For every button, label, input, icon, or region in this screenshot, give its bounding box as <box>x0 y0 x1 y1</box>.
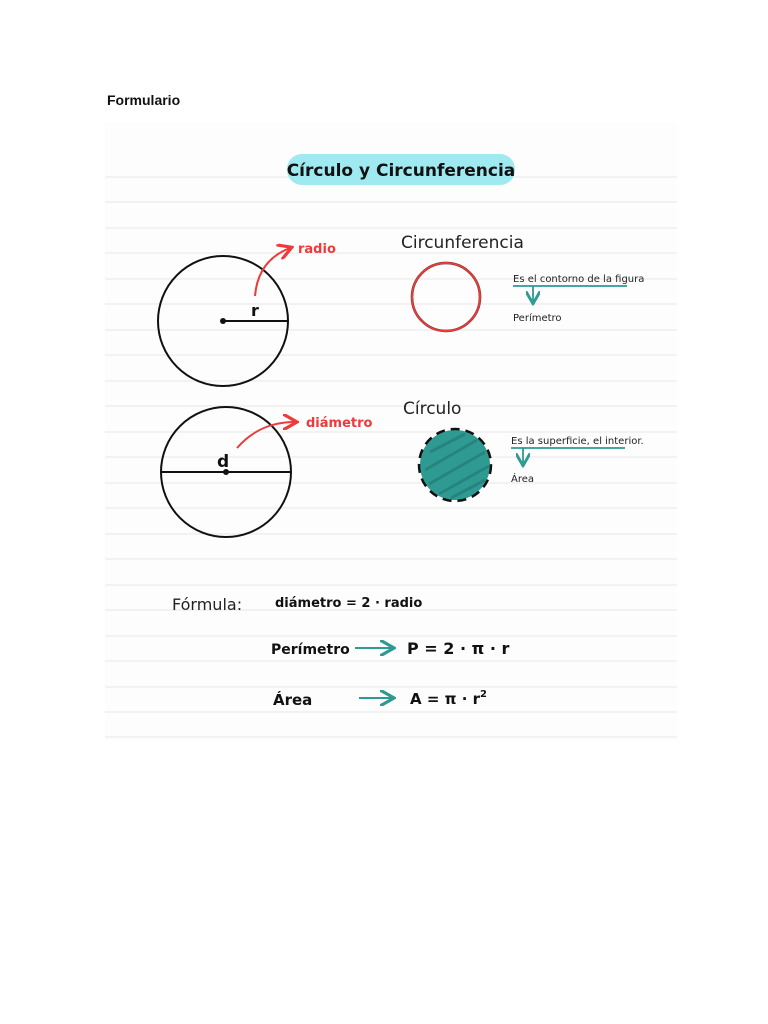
area-formula-base: A = π · r <box>410 690 481 708</box>
area-formula <box>410 689 487 708</box>
radius-pointer-label: radio <box>298 242 336 257</box>
diameter-segment-label: d <box>217 452 230 472</box>
circumference-section <box>401 233 644 331</box>
circle-section <box>403 399 644 501</box>
notebook-canvas <box>105 122 677 740</box>
notebook-title-text: Círculo y Circunferencia <box>286 161 516 181</box>
diameter-formula: diámetro = 2 · radio <box>275 596 423 611</box>
radius-segment-label: r <box>251 301 259 320</box>
diameter-pointer-arrow <box>237 422 295 448</box>
document-heading: Formulario <box>107 92 181 108</box>
area-formula-exponent: 2 <box>480 689 487 700</box>
radius-diagram <box>158 242 336 386</box>
notebook-page <box>105 122 677 740</box>
circumference-description: Es el contorno de la figura <box>513 274 645 285</box>
perimeter-name: Perímetro <box>271 642 350 658</box>
circle-title: Círculo <box>403 399 462 419</box>
formulas-section <box>172 595 510 709</box>
perimeter-formula: P = 2 · π · r <box>407 639 510 658</box>
ruled-lines <box>105 177 677 737</box>
radius-pointer-arrow <box>255 248 290 296</box>
circumference-title: Circunferencia <box>401 233 524 253</box>
radius-center-dot <box>220 318 226 324</box>
circle-result: Área <box>511 474 535 485</box>
area-name: Área <box>273 691 313 709</box>
diameter-diagram <box>161 407 373 537</box>
circumference-result: Perímetro <box>513 313 562 324</box>
formula-label: Fórmula: <box>172 595 243 614</box>
notebook-title <box>287 154 516 185</box>
circumference-outline-red <box>412 263 480 331</box>
circle-description: Es la superficie, el interior. <box>511 436 644 447</box>
diameter-pointer-label: diámetro <box>306 416 373 431</box>
